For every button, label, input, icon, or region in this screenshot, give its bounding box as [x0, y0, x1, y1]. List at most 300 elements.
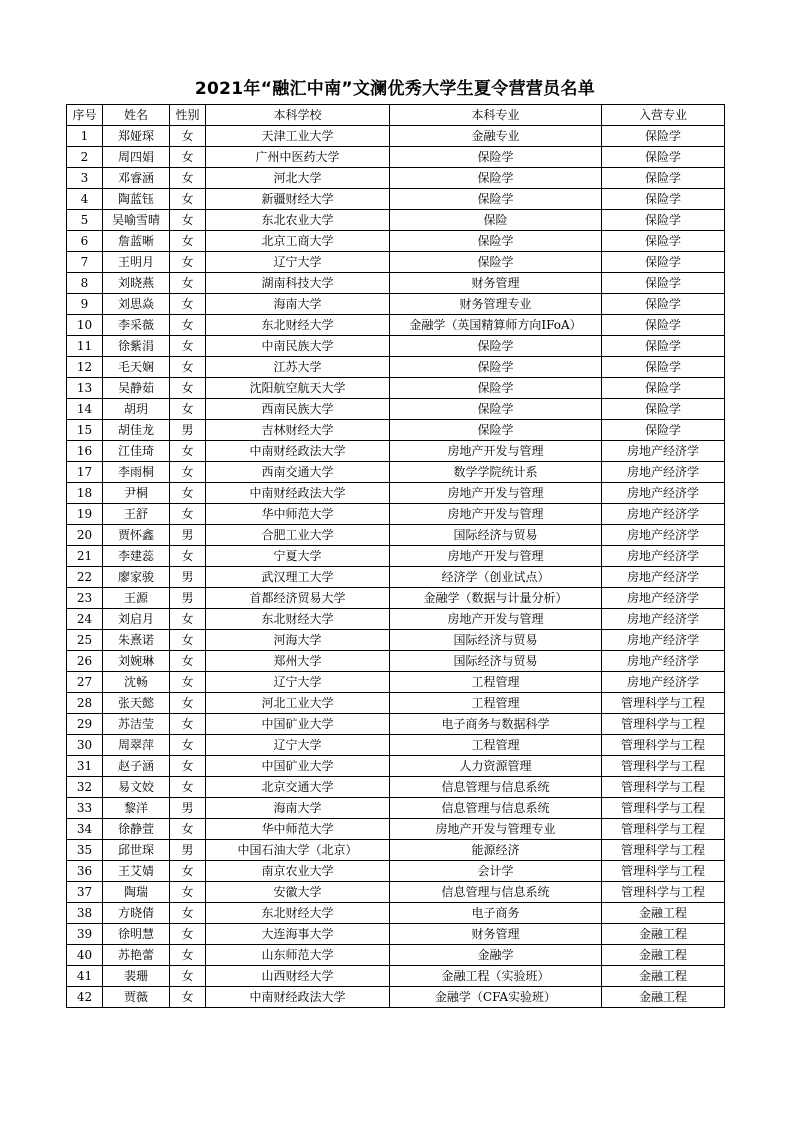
gender-cell: 女	[170, 777, 206, 798]
major-cell: 电子商务与数据科学	[390, 714, 602, 735]
school-cell: 西南交通大学	[206, 462, 390, 483]
index-cell: 26	[67, 651, 103, 672]
name-cell: 易文姣	[103, 777, 170, 798]
school-cell: 东北财经大学	[206, 315, 390, 336]
index-cell: 41	[67, 966, 103, 987]
name-cell: 吴静茹	[103, 378, 170, 399]
major-cell: 国际经济与贸易	[390, 630, 602, 651]
school-cell: 安徽大学	[206, 882, 390, 903]
index-cell: 16	[67, 441, 103, 462]
gender-cell: 女	[170, 210, 206, 231]
camp-major-cell: 管理科学与工程	[602, 714, 725, 735]
camp-major-cell: 房地产经济学	[602, 651, 725, 672]
major-cell: 金融专业	[390, 126, 602, 147]
school-cell: 沈阳航空航天大学	[206, 378, 390, 399]
table-row	[67, 126, 725, 147]
name-cell: 陶瑞	[103, 882, 170, 903]
school-cell: 大连海事大学	[206, 924, 390, 945]
index-cell: 27	[67, 672, 103, 693]
major-cell: 财务管理专业	[390, 294, 602, 315]
major-cell: 能源经济	[390, 840, 602, 861]
school-cell: 辽宁大学	[206, 672, 390, 693]
name-cell: 詹蓝晰	[103, 231, 170, 252]
table-row	[67, 504, 725, 525]
table-row	[67, 168, 725, 189]
index-cell: 15	[67, 420, 103, 441]
major-cell: 数学学院统计系	[390, 462, 602, 483]
camp-major-cell: 管理科学与工程	[602, 882, 725, 903]
header-school: 本科学校	[206, 105, 390, 126]
table-row	[67, 462, 725, 483]
gender-cell: 女	[170, 231, 206, 252]
index-cell: 34	[67, 819, 103, 840]
name-cell: 刘思焱	[103, 294, 170, 315]
camp-major-cell: 金融工程	[602, 903, 725, 924]
table-row	[67, 861, 725, 882]
name-cell: 尹桐	[103, 483, 170, 504]
school-cell: 西南民族大学	[206, 399, 390, 420]
camp-major-cell: 房地产经济学	[602, 546, 725, 567]
index-cell: 3	[67, 168, 103, 189]
school-cell: 合肥工业大学	[206, 525, 390, 546]
table-row	[67, 966, 725, 987]
name-cell: 徐静萱	[103, 819, 170, 840]
major-cell: 保险学	[390, 147, 602, 168]
header-index: 序号	[67, 105, 103, 126]
gender-cell: 女	[170, 693, 206, 714]
major-cell: 国际经济与贸易	[390, 525, 602, 546]
index-cell: 31	[67, 756, 103, 777]
camp-major-cell: 房地产经济学	[602, 672, 725, 693]
header-name: 姓名	[103, 105, 170, 126]
index-cell: 4	[67, 189, 103, 210]
gender-cell: 女	[170, 903, 206, 924]
camp-major-cell: 房地产经济学	[602, 441, 725, 462]
gender-cell: 女	[170, 630, 206, 651]
index-cell: 5	[67, 210, 103, 231]
name-cell: 王艾婧	[103, 861, 170, 882]
major-cell: 房地产开发与管理	[390, 441, 602, 462]
index-cell: 13	[67, 378, 103, 399]
index-cell: 32	[67, 777, 103, 798]
index-cell: 38	[67, 903, 103, 924]
name-cell: 裴珊	[103, 966, 170, 987]
major-cell: 保险学	[390, 168, 602, 189]
table-row	[67, 147, 725, 168]
school-cell: 辽宁大学	[206, 252, 390, 273]
index-cell: 14	[67, 399, 103, 420]
gender-cell: 女	[170, 924, 206, 945]
school-cell: 北京交通大学	[206, 777, 390, 798]
camp-major-cell: 房地产经济学	[602, 609, 725, 630]
camp-major-cell: 房地产经济学	[602, 630, 725, 651]
camp-major-cell: 房地产经济学	[602, 588, 725, 609]
table-row	[67, 609, 725, 630]
gender-cell: 女	[170, 462, 206, 483]
camp-major-cell: 金融工程	[602, 924, 725, 945]
name-cell: 李建蕊	[103, 546, 170, 567]
index-cell: 24	[67, 609, 103, 630]
school-cell: 华中师范大学	[206, 819, 390, 840]
index-cell: 40	[67, 945, 103, 966]
name-cell: 陶蓝钰	[103, 189, 170, 210]
school-cell: 中南财经政法大学	[206, 441, 390, 462]
major-cell: 国际经济与贸易	[390, 651, 602, 672]
camp-major-cell: 保险学	[602, 189, 725, 210]
major-cell: 保险学	[390, 357, 602, 378]
camp-major-cell: 保险学	[602, 336, 725, 357]
school-cell: 中南财经政法大学	[206, 987, 390, 1008]
camp-major-cell: 保险学	[602, 231, 725, 252]
major-cell: 金融学（数据与计量分析）	[390, 588, 602, 609]
name-cell: 黎洋	[103, 798, 170, 819]
name-cell: 胡玥	[103, 399, 170, 420]
index-cell: 42	[67, 987, 103, 1008]
school-cell: 河北工业大学	[206, 693, 390, 714]
index-cell: 10	[67, 315, 103, 336]
name-cell: 邓睿涵	[103, 168, 170, 189]
name-cell: 李雨桐	[103, 462, 170, 483]
school-cell: 山东师范大学	[206, 945, 390, 966]
camp-major-cell: 保险学	[602, 147, 725, 168]
major-cell: 房地产开发与管理	[390, 483, 602, 504]
school-cell: 东北农业大学	[206, 210, 390, 231]
school-cell: 华中师范大学	[206, 504, 390, 525]
gender-cell: 女	[170, 756, 206, 777]
index-cell: 17	[67, 462, 103, 483]
major-cell: 保险学	[390, 252, 602, 273]
index-cell: 22	[67, 567, 103, 588]
table-row	[67, 357, 725, 378]
name-cell: 苏洁莹	[103, 714, 170, 735]
name-cell: 周四娟	[103, 147, 170, 168]
major-cell: 保险学	[390, 378, 602, 399]
camp-major-cell: 管理科学与工程	[602, 861, 725, 882]
school-cell: 东北财经大学	[206, 609, 390, 630]
gender-cell: 女	[170, 714, 206, 735]
camp-major-cell: 房地产经济学	[602, 525, 725, 546]
gender-cell: 女	[170, 945, 206, 966]
camp-major-cell: 保险学	[602, 126, 725, 147]
major-cell: 保险学	[390, 189, 602, 210]
school-cell: 首都经济贸易大学	[206, 588, 390, 609]
school-cell: 江苏大学	[206, 357, 390, 378]
gender-cell: 女	[170, 189, 206, 210]
gender-cell: 女	[170, 273, 206, 294]
table-row	[67, 714, 725, 735]
table-row	[67, 483, 725, 504]
camp-major-cell: 房地产经济学	[602, 462, 725, 483]
major-cell: 房地产开发与管理	[390, 546, 602, 567]
header-gender: 性别	[170, 105, 206, 126]
table-row	[67, 630, 725, 651]
major-cell: 财务管理	[390, 924, 602, 945]
major-cell: 房地产开发与管理	[390, 504, 602, 525]
major-cell: 保险学	[390, 336, 602, 357]
major-cell: 房地产开发与管理	[390, 609, 602, 630]
gender-cell: 女	[170, 735, 206, 756]
table-row	[67, 336, 725, 357]
major-cell: 保险	[390, 210, 602, 231]
index-cell: 9	[67, 294, 103, 315]
camp-major-cell: 保险学	[602, 252, 725, 273]
table-row	[67, 378, 725, 399]
major-cell: 金融学（CFA实验班）	[390, 987, 602, 1008]
camp-major-cell: 房地产经济学	[602, 504, 725, 525]
school-cell: 中国矿业大学	[206, 756, 390, 777]
major-cell: 保险学	[390, 399, 602, 420]
index-cell: 36	[67, 861, 103, 882]
gender-cell: 女	[170, 399, 206, 420]
table-row	[67, 252, 725, 273]
camp-major-cell: 金融工程	[602, 966, 725, 987]
table-row	[67, 798, 725, 819]
gender-cell: 女	[170, 504, 206, 525]
name-cell: 毛天娴	[103, 357, 170, 378]
name-cell: 刘晓燕	[103, 273, 170, 294]
header-camp-major: 入营专业	[602, 105, 725, 126]
school-cell: 河海大学	[206, 630, 390, 651]
camp-major-cell: 管理科学与工程	[602, 693, 725, 714]
gender-cell: 男	[170, 840, 206, 861]
name-cell: 沈畅	[103, 672, 170, 693]
name-cell: 朱熹诺	[103, 630, 170, 651]
major-cell: 工程管理	[390, 693, 602, 714]
index-cell: 39	[67, 924, 103, 945]
camp-major-cell: 金融工程	[602, 945, 725, 966]
index-cell: 7	[67, 252, 103, 273]
school-cell: 山西财经大学	[206, 966, 390, 987]
gender-cell: 女	[170, 966, 206, 987]
major-cell: 保险学	[390, 231, 602, 252]
major-cell: 金融学	[390, 945, 602, 966]
gender-cell: 女	[170, 672, 206, 693]
major-cell: 经济学（创业试点）	[390, 567, 602, 588]
gender-cell: 女	[170, 336, 206, 357]
major-cell: 金融工程（实验班）	[390, 966, 602, 987]
table-header-row	[67, 105, 725, 126]
name-cell: 邱世琛	[103, 840, 170, 861]
table-row	[67, 777, 725, 798]
camp-major-cell: 管理科学与工程	[602, 798, 725, 819]
table-row	[67, 588, 725, 609]
camp-major-cell: 管理科学与工程	[602, 819, 725, 840]
gender-cell: 女	[170, 819, 206, 840]
major-cell: 工程管理	[390, 672, 602, 693]
header-major: 本科专业	[390, 105, 602, 126]
school-cell: 南京农业大学	[206, 861, 390, 882]
table-row	[67, 756, 725, 777]
table-row	[67, 546, 725, 567]
table-row	[67, 819, 725, 840]
camp-major-cell: 管理科学与工程	[602, 840, 725, 861]
table-row	[67, 840, 725, 861]
gender-cell: 女	[170, 861, 206, 882]
school-cell: 天津工业大学	[206, 126, 390, 147]
table-row	[67, 210, 725, 231]
school-cell: 中国矿业大学	[206, 714, 390, 735]
name-cell: 王明月	[103, 252, 170, 273]
table-row	[67, 903, 725, 924]
index-cell: 37	[67, 882, 103, 903]
table-row	[67, 525, 725, 546]
table-row	[67, 231, 725, 252]
camp-major-cell: 管理科学与工程	[602, 756, 725, 777]
table-row	[67, 273, 725, 294]
gender-cell: 女	[170, 315, 206, 336]
camp-major-cell: 房地产经济学	[602, 483, 725, 504]
index-cell: 6	[67, 231, 103, 252]
name-cell: 徐紫涓	[103, 336, 170, 357]
camp-major-cell: 保险学	[602, 273, 725, 294]
gender-cell: 女	[170, 483, 206, 504]
gender-cell: 女	[170, 168, 206, 189]
gender-cell: 女	[170, 252, 206, 273]
index-cell: 19	[67, 504, 103, 525]
name-cell: 徐明慧	[103, 924, 170, 945]
table-row	[67, 399, 725, 420]
school-cell: 广州中医药大学	[206, 147, 390, 168]
camp-major-cell: 保险学	[602, 357, 725, 378]
name-cell: 刘婉琳	[103, 651, 170, 672]
index-cell: 8	[67, 273, 103, 294]
school-cell: 吉林财经大学	[206, 420, 390, 441]
school-cell: 湖南科技大学	[206, 273, 390, 294]
gender-cell: 男	[170, 798, 206, 819]
school-cell: 辽宁大学	[206, 735, 390, 756]
table-row	[67, 735, 725, 756]
table-row	[67, 294, 725, 315]
camp-major-cell: 保险学	[602, 294, 725, 315]
table-row	[67, 189, 725, 210]
gender-cell: 女	[170, 441, 206, 462]
name-cell: 王舒	[103, 504, 170, 525]
camp-major-cell: 保险学	[602, 168, 725, 189]
school-cell: 郑州大学	[206, 651, 390, 672]
major-cell: 电子商务	[390, 903, 602, 924]
gender-cell: 女	[170, 294, 206, 315]
table-row	[67, 315, 725, 336]
gender-cell: 女	[170, 987, 206, 1008]
name-cell: 周翠萍	[103, 735, 170, 756]
index-cell: 12	[67, 357, 103, 378]
table-row	[67, 651, 725, 672]
table-row	[67, 672, 725, 693]
major-cell: 保险学	[390, 420, 602, 441]
school-cell: 东北财经大学	[206, 903, 390, 924]
index-cell: 2	[67, 147, 103, 168]
index-cell: 33	[67, 798, 103, 819]
table-row	[67, 945, 725, 966]
camp-major-cell: 保险学	[602, 315, 725, 336]
school-cell: 中南财经政法大学	[206, 483, 390, 504]
gender-cell: 女	[170, 378, 206, 399]
name-cell: 胡佳龙	[103, 420, 170, 441]
major-cell: 工程管理	[390, 735, 602, 756]
gender-cell: 女	[170, 126, 206, 147]
name-cell: 廖家骏	[103, 567, 170, 588]
name-cell: 贾薇	[103, 987, 170, 1008]
camp-major-cell: 管理科学与工程	[602, 777, 725, 798]
index-cell: 28	[67, 693, 103, 714]
gender-cell: 男	[170, 588, 206, 609]
school-cell: 新疆财经大学	[206, 189, 390, 210]
table-row	[67, 693, 725, 714]
gender-cell: 女	[170, 357, 206, 378]
major-cell: 财务管理	[390, 273, 602, 294]
name-cell: 刘启月	[103, 609, 170, 630]
index-cell: 20	[67, 525, 103, 546]
index-cell: 18	[67, 483, 103, 504]
name-cell: 李采薇	[103, 315, 170, 336]
gender-cell: 女	[170, 882, 206, 903]
camp-major-cell: 保险学	[602, 378, 725, 399]
gender-cell: 男	[170, 567, 206, 588]
name-cell: 贾怀鑫	[103, 525, 170, 546]
index-cell: 35	[67, 840, 103, 861]
table-body	[67, 126, 725, 1008]
major-cell: 金融学（英国精算师方向IFoA）	[390, 315, 602, 336]
name-cell: 方晓倩	[103, 903, 170, 924]
table-row	[67, 420, 725, 441]
major-cell: 人力资源管理	[390, 756, 602, 777]
roster-table	[66, 104, 725, 1008]
table-row	[67, 987, 725, 1008]
table-row	[67, 882, 725, 903]
camp-major-cell: 管理科学与工程	[602, 735, 725, 756]
name-cell: 郑娅琛	[103, 126, 170, 147]
school-cell: 北京工商大学	[206, 231, 390, 252]
index-cell: 11	[67, 336, 103, 357]
gender-cell: 女	[170, 546, 206, 567]
index-cell: 29	[67, 714, 103, 735]
major-cell: 信息管理与信息系统	[390, 798, 602, 819]
index-cell: 30	[67, 735, 103, 756]
school-cell: 宁夏大学	[206, 546, 390, 567]
school-cell: 武汉理工大学	[206, 567, 390, 588]
camp-major-cell: 保险学	[602, 420, 725, 441]
gender-cell: 男	[170, 525, 206, 546]
name-cell: 张天懿	[103, 693, 170, 714]
gender-cell: 男	[170, 420, 206, 441]
school-cell: 海南大学	[206, 798, 390, 819]
name-cell: 江佳琦	[103, 441, 170, 462]
gender-cell: 女	[170, 147, 206, 168]
page-title: 2021年“融汇中南”文澜优秀大学生夏令营营员名单	[194, 79, 596, 99]
table-row	[67, 441, 725, 462]
name-cell: 赵子涵	[103, 756, 170, 777]
camp-major-cell: 房地产经济学	[602, 567, 725, 588]
school-cell: 海南大学	[206, 294, 390, 315]
name-cell: 苏艳蕾	[103, 945, 170, 966]
camp-major-cell: 金融工程	[602, 987, 725, 1008]
camp-major-cell: 保险学	[602, 210, 725, 231]
gender-cell: 女	[170, 609, 206, 630]
name-cell: 王源	[103, 588, 170, 609]
gender-cell: 女	[170, 651, 206, 672]
school-cell: 中南民族大学	[206, 336, 390, 357]
camp-major-cell: 保险学	[602, 399, 725, 420]
major-cell: 房地产开发与管理专业	[390, 819, 602, 840]
index-cell: 1	[67, 126, 103, 147]
major-cell: 会计学	[390, 861, 602, 882]
school-cell: 中国石油大学（北京）	[206, 840, 390, 861]
table-row	[67, 567, 725, 588]
index-cell: 21	[67, 546, 103, 567]
index-cell: 25	[67, 630, 103, 651]
school-cell: 河北大学	[206, 168, 390, 189]
major-cell: 信息管理与信息系统	[390, 777, 602, 798]
